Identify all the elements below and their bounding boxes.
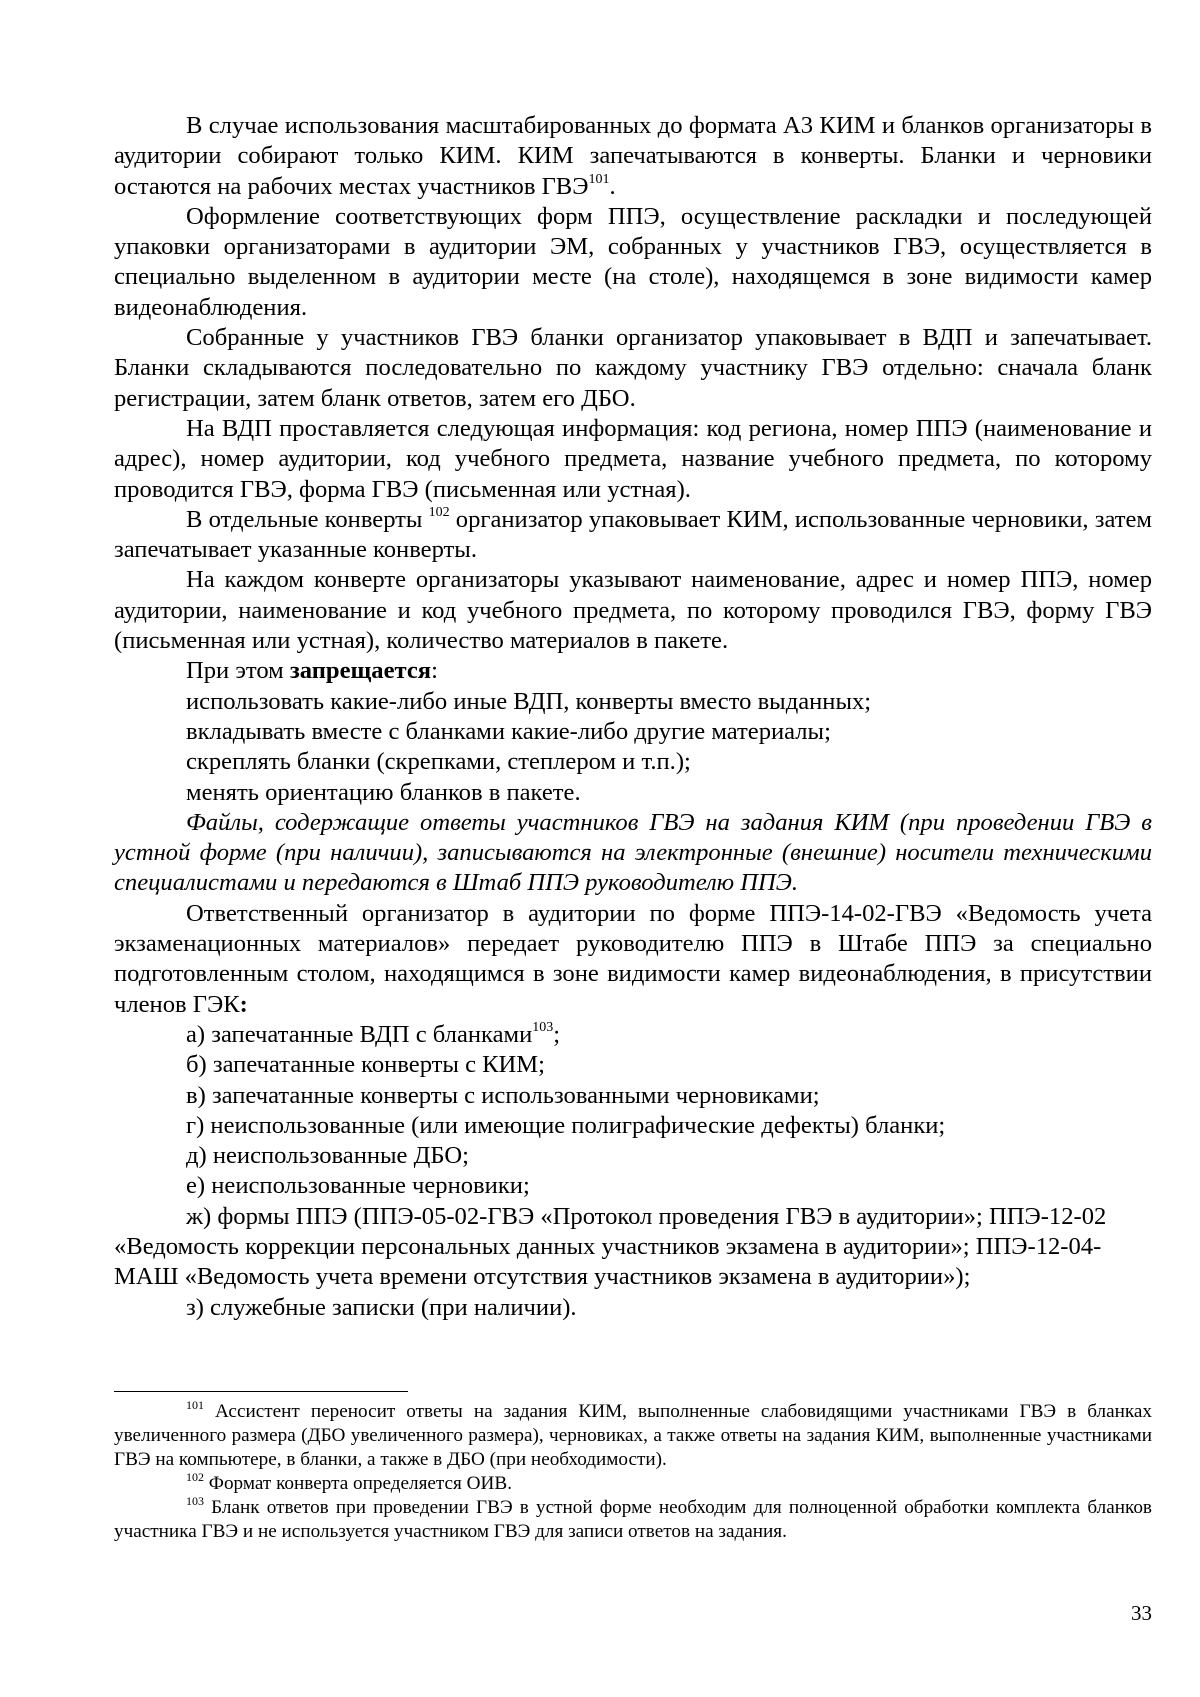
handover-item-g: г) неиспользованные (или имеющие полиграфические дефекты) бланки; — [186, 1111, 946, 1139]
paragraph-vdp-packing: Собранные у участников ГВЭ бланки организатор упаковывает в ВДП и запечатывает. Бланки складываются последовательно по каждому участнику ГВЭ отдельно: сначала бланк регистрации, затем бланк ответов, затем его ДБО. — [114, 324, 1152, 412]
paragraph-handover: Ответственный организатор в аудитории по форме ППЭ-14-02-ГВЭ «Ведомость учета экзаменационных материалов» передает руководителю ППЭ в Штабе ППЭ за специально подготовленным столом, находящимся в зоне видимости камер видеонаблюдения, в присутствии членов ГЭК: — [114, 899, 1152, 1018]
paragraph-prohibited-intro: При этом запрещается: — [186, 657, 438, 685]
footnote-number: 102 — [186, 1470, 204, 1484]
paragraph-vdp-info: На ВДП проставляется следующая информация: код региона, номер ППЭ (наименование и адрес), номер аудитории, код учебного предмета, название учебного предмета, по которому проводится ГВЭ, форма ГВЭ (письменная или устная). — [114, 414, 1152, 503]
handover-item-v: в) запечатанные конверты с использованными черновиками; — [186, 1081, 820, 1109]
page-number: 33 — [1131, 1601, 1152, 1625]
footnote-separator — [114, 1391, 408, 1392]
prohibited-item: использовать какие-либо иные ВДП, конверты вместо выданных; — [186, 687, 872, 715]
prohibited-item: менять ориентацию бланков в пакете. — [186, 778, 581, 806]
footnote-102: $^{102}$ Формат конверта определяется ОИВ. — [186, 1470, 512, 1494]
handover-item-b: б) запечатанные конверты с КИМ; — [186, 1051, 546, 1079]
prohibited-item: скреплять бланки (скрепками, степлером и т.п.); — [186, 748, 691, 776]
handover-item-d: д) неиспользованные ДБО; — [186, 1142, 469, 1170]
footnotes — [114, 1400, 1152, 1544]
footnote-ref-103[interactable]: 103 — [532, 1019, 554, 1035]
paragraph-envelopes: В отдельные конверты $^{102}$ организатор упаковывает КИМ, использованные черновики, затем запечатывает указанные конверты. — [114, 504, 1152, 564]
paragraph-envelope-marking: На каждом конверте организаторы указывают наименование, адрес и номер ППЭ, номер аудитории, наименование и код учебного предмета, по которому проводился ГВЭ, форму ГВЭ (письменная или устная), количество материалов в пакете. — [114, 566, 1152, 655]
handover-item-e: е) неиспользованные черновики; — [186, 1172, 530, 1200]
paragraph-a3-format: В случае использования масштабированных до формата А3 КИМ и бланков организаторы в аудитории собирают только КИМ. КИМ запечатываются в конверты. Бланки и черновики остаются на рабочих местах участников ГВЭ$^{101}$. — [114, 112, 1152, 200]
footnote-101: $^{101}$ Ассистент переносит ответы на задания КИМ, выполненные слабовидящими участниками ГВЭ в бланках увеличенного размера (ДБО увеличенного размера), черновиках, а также ответы на задания КИМ, выполненные участниками ГВЭ на компьютере, в бланки, а также в ДБО (при необходимости). — [114, 1398, 1152, 1470]
footnote-ref-102[interactable]: 102 — [428, 504, 450, 520]
handover-item-z: з) служебные записки (при наличии). — [186, 1293, 577, 1321]
footnote-103: $^{103}$ Бланк ответов при проведении ГВЭ в устной форме необходим для полноценной обработки комплекта бланков участника ГВЭ и не используется участником ГВЭ для записи ответов на задания. — [114, 1494, 1152, 1542]
paragraph-forms-packing: Оформление соответствующих форм ППЭ, осуществление раскладки и последующей упаковки организаторами в аудитории ЭМ, собранных у участников ГВЭ, осуществляется в специально выделенном в аудитории месте (на столе), находящемся в зоне видимости камер видеонаблюдения. — [114, 202, 1152, 321]
main-text — [114, 111, 1152, 1323]
paragraph-answer-files: Файлы, содержащие ответы участников ГВЭ на задания КИМ (при проведении ГВЭ в устной форме (при наличии), записываются на электронные (внешние) носители техническими специалистами и передаются в Штаб ППЭ руководителю ППЭ. — [114, 808, 1152, 897]
handover-item-zh: ж) формы ППЭ (ППЭ-05-02-ГВЭ «Протокол проведения ГВЭ в аудитории»; ППЭ-12-02 «Ведомость коррекции персональных данных участников экзамена в аудитории»; ППЭ-12-04-МАШ «Ведомость учета времени отсутствия участников экзамена в аудитории»); — [114, 1202, 1107, 1291]
footnote-number: 103 — [186, 1494, 204, 1508]
handover-item-a: а) запечатанные ВДП с бланками$^{103}$; — [186, 1019, 561, 1048]
prohibited-item: вкладывать вместе с бланками какие-либо другие материалы; — [186, 717, 831, 745]
footnote-ref-101[interactable]: 101 — [588, 171, 610, 187]
footnote-number: 101 — [186, 1398, 204, 1412]
